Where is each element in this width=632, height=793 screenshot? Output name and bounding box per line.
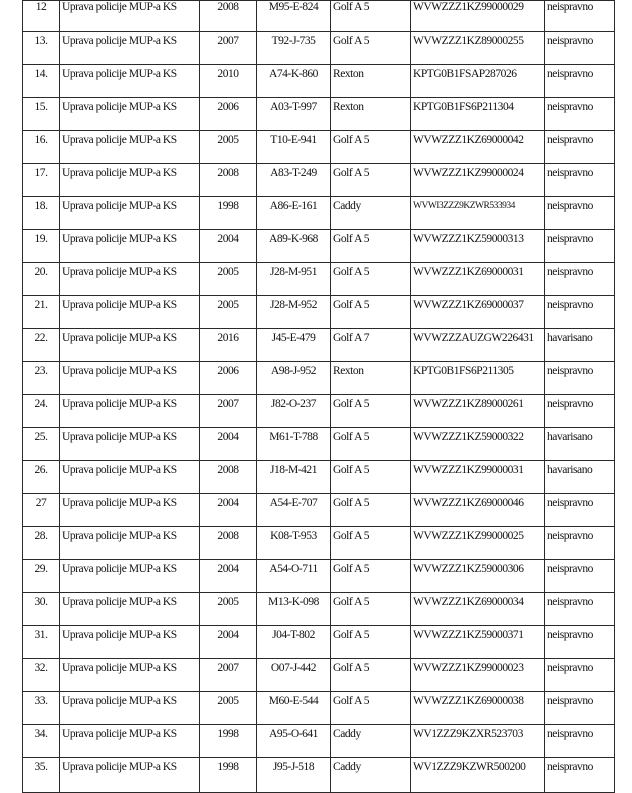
vehicle-model-cell: Golf A 5 <box>331 230 411 263</box>
organization-cell: Uprava policije MUP-a KS <box>60 263 200 296</box>
vin-cell: WVWZZZ1KZ69000042 <box>411 131 545 164</box>
vin-cell: WVWZZZ1KZ59000306 <box>411 560 545 593</box>
plate-number-cell: A54-E-707 <box>257 494 331 527</box>
plate-number-cell: J28-M-952 <box>257 296 331 329</box>
year-cell: 2004 <box>200 560 257 593</box>
vehicle-table <box>22 0 615 793</box>
year-cell: 2008 <box>200 1 257 32</box>
row-number-cell: 16. <box>23 131 60 164</box>
vehicle-model-cell: Golf A 7 <box>331 329 411 362</box>
vehicle-model-cell: Golf A 5 <box>331 32 411 65</box>
year-cell: 2006 <box>200 362 257 395</box>
year-cell: 2005 <box>200 692 257 725</box>
vehicle-model-cell: Golf A 5 <box>331 560 411 593</box>
row-number-cell: 22. <box>23 329 60 362</box>
vehicle-model-cell: Rexton <box>331 98 411 131</box>
row-number-cell: 33. <box>23 692 60 725</box>
vin-cell: WVWZZZ1KZ99000024 <box>411 164 545 197</box>
organization-cell: Uprava policije MUP-a KS <box>60 494 200 527</box>
status-cell: havarisano <box>545 461 615 494</box>
year-cell: 2008 <box>200 164 257 197</box>
vin-cell: WVWZZZ1KZ59000371 <box>411 626 545 659</box>
vin-cell: WVWZZZ1KZ59000313 <box>411 230 545 263</box>
organization-cell: Uprava policije MUP-a KS <box>60 98 200 131</box>
row-number-cell: 31. <box>23 626 60 659</box>
year-cell: 2007 <box>200 659 257 692</box>
table-row <box>23 725 615 758</box>
vehicle-model-cell: Golf A 5 <box>331 692 411 725</box>
row-number-cell: 32. <box>23 659 60 692</box>
plate-number-cell: M61-T-788 <box>257 428 331 461</box>
vin-cell: WVWZZZ1KZ99000025 <box>411 527 545 560</box>
row-number-cell: 28. <box>23 527 60 560</box>
year-cell: 1998 <box>200 197 257 230</box>
status-cell: neispravno <box>545 494 615 527</box>
organization-cell: Uprava policije MUP-a KS <box>60 560 200 593</box>
table-row <box>23 362 615 395</box>
vin-cell: KPTG0B1FSAP287026 <box>411 65 545 98</box>
vin-cell: WVWZZZ1KZ69000038 <box>411 692 545 725</box>
table-row <box>23 395 615 428</box>
vehicle-model-cell: Golf A 5 <box>331 626 411 659</box>
table-row <box>23 758 615 793</box>
organization-cell: Uprava policije MUP-a KS <box>60 593 200 626</box>
organization-cell: Uprava policije MUP-a KS <box>60 362 200 395</box>
vehicle-model-cell: Golf A 5 <box>331 395 411 428</box>
year-cell: 1998 <box>200 725 257 758</box>
plate-number-cell: J45-E-479 <box>257 329 331 362</box>
row-number-cell: 23. <box>23 362 60 395</box>
status-cell: havarisano <box>545 329 615 362</box>
vehicle-model-cell: Golf A 5 <box>331 428 411 461</box>
organization-cell: Uprava policije MUP-a KS <box>60 692 200 725</box>
vin-cell: WVWZZZ1KZ69000031 <box>411 263 545 296</box>
row-number-cell: 29. <box>23 560 60 593</box>
organization-cell: Uprava policije MUP-a KS <box>60 32 200 65</box>
table-row <box>23 428 615 461</box>
row-number-cell: 15. <box>23 98 60 131</box>
organization-cell: Uprava policije MUP-a KS <box>60 1 200 32</box>
year-cell: 2007 <box>200 32 257 65</box>
plate-number-cell: T10-E-941 <box>257 131 331 164</box>
table-row <box>23 494 615 527</box>
plate-number-cell: A89-K-968 <box>257 230 331 263</box>
status-cell: neispravno <box>545 527 615 560</box>
year-cell: 2010 <box>200 65 257 98</box>
status-cell: neispravno <box>545 758 615 793</box>
table-row <box>23 560 615 593</box>
row-number-cell: 25. <box>23 428 60 461</box>
vin-cell: WVWZZZ1KZ69000034 <box>411 593 545 626</box>
year-cell: 2004 <box>200 494 257 527</box>
status-cell: neispravno <box>545 626 615 659</box>
organization-cell: Uprava policije MUP-a KS <box>60 329 200 362</box>
vehicle-model-cell: Golf A 5 <box>331 131 411 164</box>
year-cell: 2005 <box>200 296 257 329</box>
table-row <box>23 230 615 263</box>
plate-number-cell: A98-J-952 <box>257 362 331 395</box>
status-cell: neispravno <box>545 230 615 263</box>
vehicle-table-body <box>23 1 615 793</box>
row-number-cell: 34. <box>23 725 60 758</box>
plate-number-cell: M60-E-544 <box>257 692 331 725</box>
table-row <box>23 1 615 32</box>
vehicle-model-cell: Caddy <box>331 197 411 230</box>
plate-number-cell: O07-J-442 <box>257 659 331 692</box>
year-cell: 1998 <box>200 758 257 793</box>
table-row <box>23 131 615 164</box>
vin-cell: WV1ZZZ9KZXR523703 <box>411 725 545 758</box>
plate-number-cell: M95-E-824 <box>257 1 331 32</box>
plate-number-cell: A95-O-641 <box>257 725 331 758</box>
plate-number-cell: A03-T-997 <box>257 98 331 131</box>
vin-cell: KPTG0B1FS6P211304 <box>411 98 545 131</box>
row-number-cell: 24. <box>23 395 60 428</box>
status-cell: neispravno <box>545 131 615 164</box>
vehicle-model-cell: Rexton <box>331 65 411 98</box>
organization-cell: Uprava policije MUP-a KS <box>60 296 200 329</box>
organization-cell: Uprava policije MUP-a KS <box>60 527 200 560</box>
vehicle-model-cell: Golf A 5 <box>331 659 411 692</box>
row-number-cell: 21. <box>23 296 60 329</box>
status-cell: neispravno <box>545 395 615 428</box>
plate-number-cell: J95-J-518 <box>257 758 331 793</box>
organization-cell: Uprava policije MUP-a KS <box>60 131 200 164</box>
vin-cell: KPTG0B1FS6P211305 <box>411 362 545 395</box>
organization-cell: Uprava policije MUP-a KS <box>60 626 200 659</box>
organization-cell: Uprava policije MUP-a KS <box>60 197 200 230</box>
vehicle-model-cell: Golf A 5 <box>331 164 411 197</box>
vin-cell: WVWZZZ1KZ69000046 <box>411 494 545 527</box>
year-cell: 2016 <box>200 329 257 362</box>
plate-number-cell: A86-E-161 <box>257 197 331 230</box>
year-cell: 2007 <box>200 395 257 428</box>
year-cell: 2004 <box>200 230 257 263</box>
plate-number-cell: J18-M-421 <box>257 461 331 494</box>
vehicle-model-cell: Golf A 5 <box>331 1 411 32</box>
status-cell: neispravno <box>545 560 615 593</box>
organization-cell: Uprava policije MUP-a KS <box>60 164 200 197</box>
organization-cell: Uprava policije MUP-a KS <box>60 230 200 263</box>
status-cell: neispravno <box>545 263 615 296</box>
table-row <box>23 692 615 725</box>
vin-cell: WVWZZZ1KZ59000322 <box>411 428 545 461</box>
vehicle-model-cell: Golf A 5 <box>331 494 411 527</box>
plate-number-cell: J82-O-237 <box>257 395 331 428</box>
table-row <box>23 197 615 230</box>
status-cell: neispravno <box>545 197 615 230</box>
plate-number-cell: T92-J-735 <box>257 32 331 65</box>
table-row <box>23 296 615 329</box>
vehicle-model-cell: Rexton <box>331 362 411 395</box>
status-cell: neispravno <box>545 659 615 692</box>
status-cell: havarisano <box>545 428 615 461</box>
organization-cell: Uprava policije MUP-a KS <box>60 725 200 758</box>
table-row <box>23 65 615 98</box>
year-cell: 2005 <box>200 131 257 164</box>
vehicle-model-cell: Caddy <box>331 725 411 758</box>
year-cell: 2004 <box>200 626 257 659</box>
vin-cell: WVWI3ZZZ9KZWR533934 <box>411 197 545 230</box>
plate-number-cell: A83-T-249 <box>257 164 331 197</box>
status-cell: neispravno <box>545 692 615 725</box>
row-number-cell: 14. <box>23 65 60 98</box>
row-number-cell: 20. <box>23 263 60 296</box>
vin-cell: WVWZZZ1KZ99000023 <box>411 659 545 692</box>
organization-cell: Uprava policije MUP-a KS <box>60 461 200 494</box>
row-number-cell: 19. <box>23 230 60 263</box>
table-row <box>23 32 615 65</box>
vin-cell: WV1ZZZ9KZWR500200 <box>411 758 545 793</box>
vin-cell: WVWZZZ1KZ89000255 <box>411 32 545 65</box>
vehicle-model-cell: Golf A 5 <box>331 593 411 626</box>
status-cell: neispravno <box>545 32 615 65</box>
plate-number-cell: A54-O-711 <box>257 560 331 593</box>
table-row <box>23 593 615 626</box>
vin-cell: WVWZZZ1KZ69000037 <box>411 296 545 329</box>
vehicle-model-cell: Golf A 5 <box>331 263 411 296</box>
table-row <box>23 329 615 362</box>
status-cell: neispravno <box>545 362 615 395</box>
row-number-cell: 27 <box>23 494 60 527</box>
status-cell: neispravno <box>545 593 615 626</box>
plate-number-cell: M13-K-098 <box>257 593 331 626</box>
year-cell: 2005 <box>200 263 257 296</box>
status-cell: neispravno <box>545 725 615 758</box>
vin-cell: WVWZZZ1KZ99000031 <box>411 461 545 494</box>
status-cell: neispravno <box>545 1 615 32</box>
plate-number-cell: A74-K-860 <box>257 65 331 98</box>
row-number-cell: 12 <box>23 1 60 32</box>
row-number-cell: 13. <box>23 32 60 65</box>
plate-number-cell: J28-M-951 <box>257 263 331 296</box>
status-cell: neispravno <box>545 296 615 329</box>
plate-number-cell: K08-T-953 <box>257 527 331 560</box>
row-number-cell: 18. <box>23 197 60 230</box>
organization-cell: Uprava policije MUP-a KS <box>60 758 200 793</box>
year-cell: 2004 <box>200 428 257 461</box>
table-row <box>23 659 615 692</box>
row-number-cell: 26. <box>23 461 60 494</box>
year-cell: 2006 <box>200 98 257 131</box>
status-cell: neispravno <box>545 98 615 131</box>
year-cell: 2008 <box>200 461 257 494</box>
organization-cell: Uprava policije MUP-a KS <box>60 65 200 98</box>
table-row <box>23 164 615 197</box>
vehicle-model-cell: Golf A 5 <box>331 527 411 560</box>
vehicle-model-cell: Golf A 5 <box>331 296 411 329</box>
plate-number-cell: J04-T-802 <box>257 626 331 659</box>
table-row <box>23 98 615 131</box>
vehicle-model-cell: Caddy <box>331 758 411 793</box>
organization-cell: Uprava policije MUP-a KS <box>60 428 200 461</box>
year-cell: 2008 <box>200 527 257 560</box>
status-cell: neispravno <box>545 65 615 98</box>
vehicle-model-cell: Golf A 5 <box>331 461 411 494</box>
vin-cell: WVWZZZ1KZ89000261 <box>411 395 545 428</box>
table-row <box>23 263 615 296</box>
status-cell: neispravno <box>545 164 615 197</box>
organization-cell: Uprava policije MUP-a KS <box>60 659 200 692</box>
table-row <box>23 626 615 659</box>
row-number-cell: 30. <box>23 593 60 626</box>
year-cell: 2005 <box>200 593 257 626</box>
row-number-cell: 17. <box>23 164 60 197</box>
table-row <box>23 527 615 560</box>
organization-cell: Uprava policije MUP-a KS <box>60 395 200 428</box>
table-row <box>23 461 615 494</box>
row-number-cell: 35. <box>23 758 60 793</box>
vin-cell: WVWZZZAUZGW226431 <box>411 329 545 362</box>
vin-cell: WVWZZZ1KZ99000029 <box>411 1 545 32</box>
